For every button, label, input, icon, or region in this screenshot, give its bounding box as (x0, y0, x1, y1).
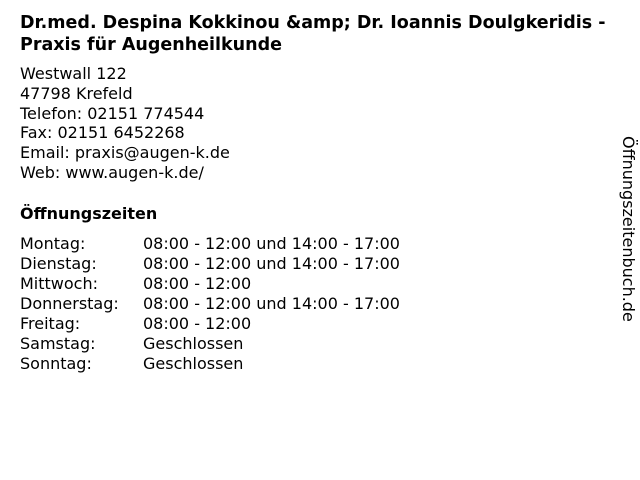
hours-time: 08:00 - 12:00 und 14:00 - 17:00 (143, 234, 400, 253)
hours-row-tuesday (20, 254, 400, 274)
hours-row-friday (20, 314, 400, 334)
opening-hours-table (20, 234, 400, 374)
hours-day: Dienstag: (20, 254, 97, 273)
hours-row-thursday (20, 294, 400, 314)
fax-number: Fax: 02151 6452268 (20, 123, 185, 143)
email-address: Email: praxis@augen-k.de (20, 143, 230, 163)
opening-hours-heading: Öffnungszeiten (20, 204, 158, 223)
contact-block (20, 64, 230, 183)
hours-row-saturday (20, 334, 400, 354)
site-brand-vertical: Öffnungszeitenbuch.de (619, 136, 638, 322)
hours-time: 08:00 - 12:00 und 14:00 - 17:00 (143, 254, 400, 273)
page-title: Dr.med. Despina Kokkinou &amp; Dr. Ioannis Doulgkeridis - Praxis für Augenheilkunde (20, 13, 606, 55)
address-street: Westwall 122 (20, 64, 127, 83)
hours-row-wednesday (20, 274, 400, 294)
hours-day: Samstag: (20, 334, 96, 353)
hours-day: Freitag: (20, 314, 81, 333)
hours-time: 08:00 - 12:00 (143, 274, 252, 293)
hours-time: Geschlossen (143, 334, 244, 353)
hours-day: Mittwoch: (20, 274, 98, 293)
hours-day: Sonntag: (20, 354, 92, 373)
hours-time: Geschlossen (143, 354, 244, 373)
address-city: 47798 Krefeld (20, 83, 133, 103)
website-address: Web: www.augen-k.de/ (20, 162, 204, 182)
phone-number: Telefon: 02151 774544 (20, 103, 205, 123)
hours-day: Montag: (20, 234, 86, 253)
hours-time: 08:00 - 12:00 und 14:00 - 17:00 (143, 294, 400, 313)
hours-time: 08:00 - 12:00 (143, 314, 252, 333)
hours-day: Donnerstag: (20, 294, 119, 313)
hours-row-monday (20, 234, 400, 254)
hours-row-sunday (20, 354, 400, 374)
